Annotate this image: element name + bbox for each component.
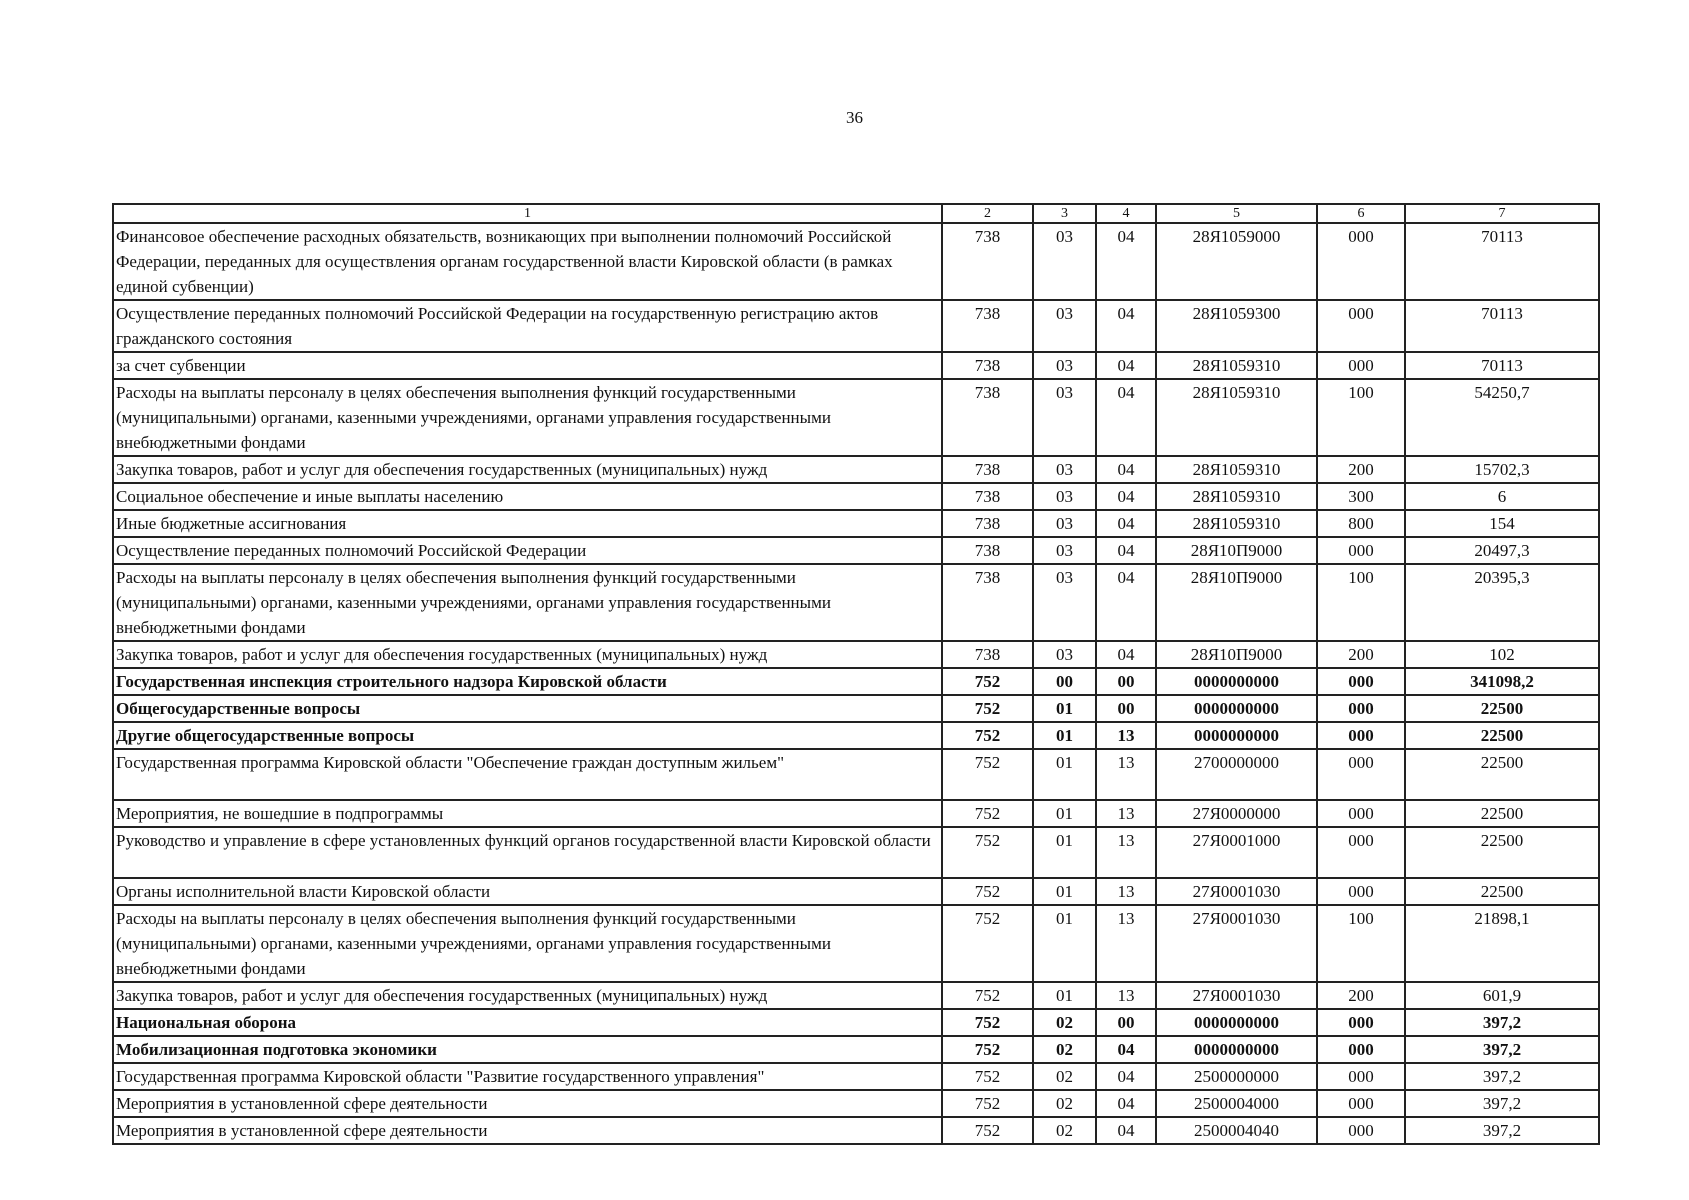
- row-value-cell-c7: 15702,3: [1405, 456, 1599, 483]
- row-value-cell-c7: 70113: [1405, 300, 1599, 352]
- row-name-cell: Государственная инспекция строительного надзора Кировской области: [113, 668, 942, 695]
- row-value-cell-c3: 03: [1033, 456, 1096, 483]
- row-value-cell-c6: 000: [1317, 1009, 1405, 1036]
- table-row: [113, 668, 1599, 695]
- row-value-cell-c2: 752: [942, 878, 1033, 905]
- column-header: 7: [1405, 204, 1599, 223]
- row-value-cell-c6: 800: [1317, 510, 1405, 537]
- row-value-cell-c4: 04: [1096, 641, 1156, 668]
- table-row: [113, 379, 1599, 456]
- row-value-cell-c3: 03: [1033, 352, 1096, 379]
- table-row: [113, 641, 1599, 668]
- row-value-cell-c6: 000: [1317, 1117, 1405, 1144]
- row-value-cell-c6: 100: [1317, 379, 1405, 456]
- row-value-cell-c6: 000: [1317, 537, 1405, 564]
- row-value-cell-c7: 397,2: [1405, 1090, 1599, 1117]
- table-row: [113, 300, 1599, 352]
- row-name-cell: Иные бюджетные ассигнования: [113, 510, 942, 537]
- row-value-cell-c2: 738: [942, 223, 1033, 300]
- row-name-cell: Руководство и управление в сфере установленных функций органов государственной власти Кировской области: [113, 827, 942, 878]
- row-value-cell-c4: 04: [1096, 1036, 1156, 1063]
- row-value-cell-c2: 738: [942, 537, 1033, 564]
- row-value-cell-c4: 13: [1096, 982, 1156, 1009]
- row-value-cell-c7: 397,2: [1405, 1063, 1599, 1090]
- row-name-cell: Мероприятия в установленной сфере деятельности: [113, 1090, 942, 1117]
- page-number: 36: [846, 108, 863, 127]
- row-value-cell-c4: 04: [1096, 483, 1156, 510]
- row-value-cell-c6: 000: [1317, 695, 1405, 722]
- row-value-cell-c7: 154: [1405, 510, 1599, 537]
- row-value-cell-c6: 000: [1317, 800, 1405, 827]
- row-value-cell-c4: 13: [1096, 722, 1156, 749]
- row-value-cell-c3: 01: [1033, 905, 1096, 982]
- row-name-cell: Закупка товаров, работ и услуг для обеспечения государственных (муниципальных) нужд: [113, 641, 942, 668]
- table-row: [113, 510, 1599, 537]
- column-header: 5: [1156, 204, 1317, 223]
- row-value-cell-c2: 738: [942, 564, 1033, 641]
- row-value-cell-c3: 03: [1033, 537, 1096, 564]
- table-row: [113, 456, 1599, 483]
- table-row: [113, 1009, 1599, 1036]
- row-value-cell-c3: 02: [1033, 1009, 1096, 1036]
- row-value-cell-c7: 397,2: [1405, 1117, 1599, 1144]
- row-value-cell-c6: 000: [1317, 878, 1405, 905]
- table-row: [113, 800, 1599, 827]
- row-value-cell-c4: 04: [1096, 537, 1156, 564]
- row-value-cell-c6: 200: [1317, 982, 1405, 1009]
- row-value-cell-c2: 752: [942, 749, 1033, 800]
- table-row: [113, 483, 1599, 510]
- row-value-cell-c7: 54250,7: [1405, 379, 1599, 456]
- row-value-cell-c5: 27Я0001000: [1156, 827, 1317, 878]
- row-value-cell-c6: 000: [1317, 300, 1405, 352]
- row-value-cell-c2: 752: [942, 1009, 1033, 1036]
- row-value-cell-c5: 27Я0000000: [1156, 800, 1317, 827]
- row-value-cell-c2: 738: [942, 300, 1033, 352]
- row-value-cell-c7: 22500: [1405, 878, 1599, 905]
- row-value-cell-c7: 6: [1405, 483, 1599, 510]
- column-header: 2: [942, 204, 1033, 223]
- row-value-cell-c4: 04: [1096, 379, 1156, 456]
- row-name-cell: Общегосударственные вопросы: [113, 695, 942, 722]
- row-value-cell-c7: 601,9: [1405, 982, 1599, 1009]
- row-value-cell-c5: 27Я0001030: [1156, 982, 1317, 1009]
- row-value-cell-c5: 0000000000: [1156, 722, 1317, 749]
- row-value-cell-c5: 28Я1059310: [1156, 510, 1317, 537]
- row-value-cell-c3: 02: [1033, 1063, 1096, 1090]
- row-value-cell-c4: 04: [1096, 1117, 1156, 1144]
- table-row: [113, 982, 1599, 1009]
- table-row: [113, 827, 1599, 878]
- row-name-cell: за счет субвенции: [113, 352, 942, 379]
- row-value-cell-c2: 738: [942, 379, 1033, 456]
- row-value-cell-c2: 752: [942, 982, 1033, 1009]
- row-value-cell-c3: 02: [1033, 1036, 1096, 1063]
- row-value-cell-c3: 03: [1033, 483, 1096, 510]
- row-value-cell-c2: 738: [942, 641, 1033, 668]
- row-value-cell-c6: 200: [1317, 641, 1405, 668]
- row-name-cell: Государственная программа Кировской области "Обеспечение граждан доступным жильем": [113, 749, 942, 800]
- row-value-cell-c3: 03: [1033, 641, 1096, 668]
- row-value-cell-c4: 13: [1096, 878, 1156, 905]
- row-value-cell-c2: 738: [942, 456, 1033, 483]
- row-name-cell: Другие общегосударственные вопросы: [113, 722, 942, 749]
- row-value-cell-c4: 04: [1096, 1063, 1156, 1090]
- row-value-cell-c3: 01: [1033, 695, 1096, 722]
- budget-table: [112, 203, 1600, 1145]
- row-value-cell-c7: 21898,1: [1405, 905, 1599, 982]
- row-name-cell: Расходы на выплаты персоналу в целях обеспечения выполнения функций государственными (муниципальными) органами, казенными учреждениями, органами управления государственными внебюджетными фондами: [113, 905, 942, 982]
- row-value-cell-c5: 28Я1059310: [1156, 456, 1317, 483]
- row-value-cell-c3: 03: [1033, 510, 1096, 537]
- row-value-cell-c5: 28Я10П9000: [1156, 537, 1317, 564]
- row-value-cell-c7: 70113: [1405, 223, 1599, 300]
- row-value-cell-c6: 000: [1317, 668, 1405, 695]
- row-value-cell-c2: 738: [942, 510, 1033, 537]
- column-header: 6: [1317, 204, 1405, 223]
- row-name-cell: Финансовое обеспечение расходных обязательств, возникающих при выполнении полномочий Российской Федерации, переданных для осуществления органам государственной власти Кировской области (в рамках единой субвенции): [113, 223, 942, 300]
- row-value-cell-c2: 752: [942, 695, 1033, 722]
- row-value-cell-c6: 000: [1317, 827, 1405, 878]
- row-value-cell-c4: 13: [1096, 749, 1156, 800]
- row-name-cell: Расходы на выплаты персоналу в целях обеспечения выполнения функций государственными (муниципальными) органами, казенными учреждениями, органами управления государственными внебюджетными фондами: [113, 564, 942, 641]
- row-value-cell-c4: 00: [1096, 668, 1156, 695]
- row-name-cell: Мероприятия, не вошедшие в подпрограммы: [113, 800, 942, 827]
- row-value-cell-c5: 28Я1059310: [1156, 483, 1317, 510]
- row-value-cell-c6: 000: [1317, 1090, 1405, 1117]
- row-value-cell-c2: 752: [942, 800, 1033, 827]
- row-value-cell-c7: 20395,3: [1405, 564, 1599, 641]
- row-value-cell-c5: 27Я0001030: [1156, 905, 1317, 982]
- row-value-cell-c7: 22500: [1405, 800, 1599, 827]
- row-value-cell-c3: 01: [1033, 722, 1096, 749]
- table-row: [113, 1036, 1599, 1063]
- row-value-cell-c7: 22500: [1405, 695, 1599, 722]
- row-value-cell-c5: 2500004000: [1156, 1090, 1317, 1117]
- row-name-cell: Социальное обеспечение и иные выплаты населению: [113, 483, 942, 510]
- row-value-cell-c6: 200: [1317, 456, 1405, 483]
- table-row: [113, 1090, 1599, 1117]
- row-value-cell-c4: 04: [1096, 564, 1156, 641]
- row-name-cell: Государственная программа Кировской области "Развитие государственного управления": [113, 1063, 942, 1090]
- row-value-cell-c2: 752: [942, 722, 1033, 749]
- row-value-cell-c6: 000: [1317, 722, 1405, 749]
- row-value-cell-c3: 03: [1033, 564, 1096, 641]
- row-value-cell-c7: 397,2: [1405, 1009, 1599, 1036]
- row-value-cell-c3: 01: [1033, 982, 1096, 1009]
- row-value-cell-c5: 0000000000: [1156, 1009, 1317, 1036]
- row-value-cell-c3: 00: [1033, 668, 1096, 695]
- row-name-cell: Осуществление переданных полномочий Российской Федерации на государственную регистрацию актов гражданского состояния: [113, 300, 942, 352]
- row-value-cell-c5: 0000000000: [1156, 1036, 1317, 1063]
- row-value-cell-c2: 752: [942, 1063, 1033, 1090]
- row-value-cell-c2: 752: [942, 1036, 1033, 1063]
- row-value-cell-c4: 04: [1096, 352, 1156, 379]
- row-value-cell-c4: 00: [1096, 1009, 1156, 1036]
- row-name-cell: Расходы на выплаты персоналу в целях обеспечения выполнения функций государственными (муниципальными) органами, казенными учреждениями, органами управления государственными внебюджетными фондами: [113, 379, 942, 456]
- row-value-cell-c5: 28Я10П9000: [1156, 564, 1317, 641]
- row-value-cell-c6: 300: [1317, 483, 1405, 510]
- table-row: [113, 223, 1599, 300]
- row-value-cell-c4: 04: [1096, 1090, 1156, 1117]
- row-value-cell-c5: 2500000000: [1156, 1063, 1317, 1090]
- row-value-cell-c6: 000: [1317, 749, 1405, 800]
- row-value-cell-c5: 28Я1059000: [1156, 223, 1317, 300]
- row-value-cell-c4: 04: [1096, 510, 1156, 537]
- row-value-cell-c7: 22500: [1405, 749, 1599, 800]
- row-value-cell-c3: 01: [1033, 800, 1096, 827]
- row-value-cell-c5: 2500004040: [1156, 1117, 1317, 1144]
- row-value-cell-c7: 397,2: [1405, 1036, 1599, 1063]
- row-name-cell: Осуществление переданных полномочий Российской Федерации: [113, 537, 942, 564]
- row-value-cell-c4: 04: [1096, 300, 1156, 352]
- row-name-cell: Закупка товаров, работ и услуг для обеспечения государственных (муниципальных) нужд: [113, 456, 942, 483]
- row-value-cell-c5: 28Я10П9000: [1156, 641, 1317, 668]
- row-value-cell-c4: 04: [1096, 456, 1156, 483]
- row-name-cell: Закупка товаров, работ и услуг для обеспечения государственных (муниципальных) нужд: [113, 982, 942, 1009]
- table-row: [113, 749, 1599, 800]
- row-value-cell-c5: 28Я1059300: [1156, 300, 1317, 352]
- row-value-cell-c7: 70113: [1405, 352, 1599, 379]
- row-value-cell-c3: 01: [1033, 749, 1096, 800]
- row-name-cell: Мобилизационная подготовка экономики: [113, 1036, 942, 1063]
- row-value-cell-c7: 22500: [1405, 722, 1599, 749]
- row-value-cell-c6: 000: [1317, 223, 1405, 300]
- table-row: [113, 695, 1599, 722]
- row-value-cell-c4: 13: [1096, 827, 1156, 878]
- table-row: [113, 1117, 1599, 1144]
- column-header-row: [113, 204, 1599, 223]
- row-value-cell-c4: 00: [1096, 695, 1156, 722]
- row-value-cell-c2: 752: [942, 668, 1033, 695]
- table-row: [113, 537, 1599, 564]
- table-row: [113, 905, 1599, 982]
- row-value-cell-c7: 22500: [1405, 827, 1599, 878]
- row-value-cell-c5: 0000000000: [1156, 695, 1317, 722]
- table-row: [113, 1063, 1599, 1090]
- row-value-cell-c2: 752: [942, 1090, 1033, 1117]
- row-value-cell-c6: 000: [1317, 1063, 1405, 1090]
- column-header: 1: [113, 204, 942, 223]
- table-row: [113, 564, 1599, 641]
- row-value-cell-c6: 100: [1317, 564, 1405, 641]
- row-value-cell-c5: 0000000000: [1156, 668, 1317, 695]
- row-value-cell-c2: 738: [942, 483, 1033, 510]
- row-value-cell-c2: 738: [942, 352, 1033, 379]
- row-value-cell-c4: 13: [1096, 905, 1156, 982]
- row-value-cell-c6: 000: [1317, 1036, 1405, 1063]
- row-value-cell-c6: 100: [1317, 905, 1405, 982]
- row-value-cell-c3: 01: [1033, 827, 1096, 878]
- row-value-cell-c7: 341098,2: [1405, 668, 1599, 695]
- row-value-cell-c6: 000: [1317, 352, 1405, 379]
- row-value-cell-c3: 02: [1033, 1090, 1096, 1117]
- column-header: 4: [1096, 204, 1156, 223]
- column-header: 3: [1033, 204, 1096, 223]
- row-name-cell: Национальная оборона: [113, 1009, 942, 1036]
- table-row: [113, 878, 1599, 905]
- row-value-cell-c5: 27Я0001030: [1156, 878, 1317, 905]
- row-value-cell-c3: 01: [1033, 878, 1096, 905]
- table-row: [113, 722, 1599, 749]
- row-value-cell-c2: 752: [942, 905, 1033, 982]
- row-value-cell-c3: 03: [1033, 300, 1096, 352]
- row-value-cell-c4: 04: [1096, 223, 1156, 300]
- row-name-cell: Органы исполнительной власти Кировской области: [113, 878, 942, 905]
- row-value-cell-c5: 2700000000: [1156, 749, 1317, 800]
- row-value-cell-c2: 752: [942, 1117, 1033, 1144]
- table-row: [113, 352, 1599, 379]
- row-value-cell-c5: 28Я1059310: [1156, 352, 1317, 379]
- row-name-cell: Мероприятия в установленной сфере деятельности: [113, 1117, 942, 1144]
- row-value-cell-c3: 02: [1033, 1117, 1096, 1144]
- row-value-cell-c5: 28Я1059310: [1156, 379, 1317, 456]
- row-value-cell-c2: 752: [942, 827, 1033, 878]
- row-value-cell-c7: 102: [1405, 641, 1599, 668]
- row-value-cell-c3: 03: [1033, 223, 1096, 300]
- row-value-cell-c7: 20497,3: [1405, 537, 1599, 564]
- row-value-cell-c3: 03: [1033, 379, 1096, 456]
- row-value-cell-c4: 13: [1096, 800, 1156, 827]
